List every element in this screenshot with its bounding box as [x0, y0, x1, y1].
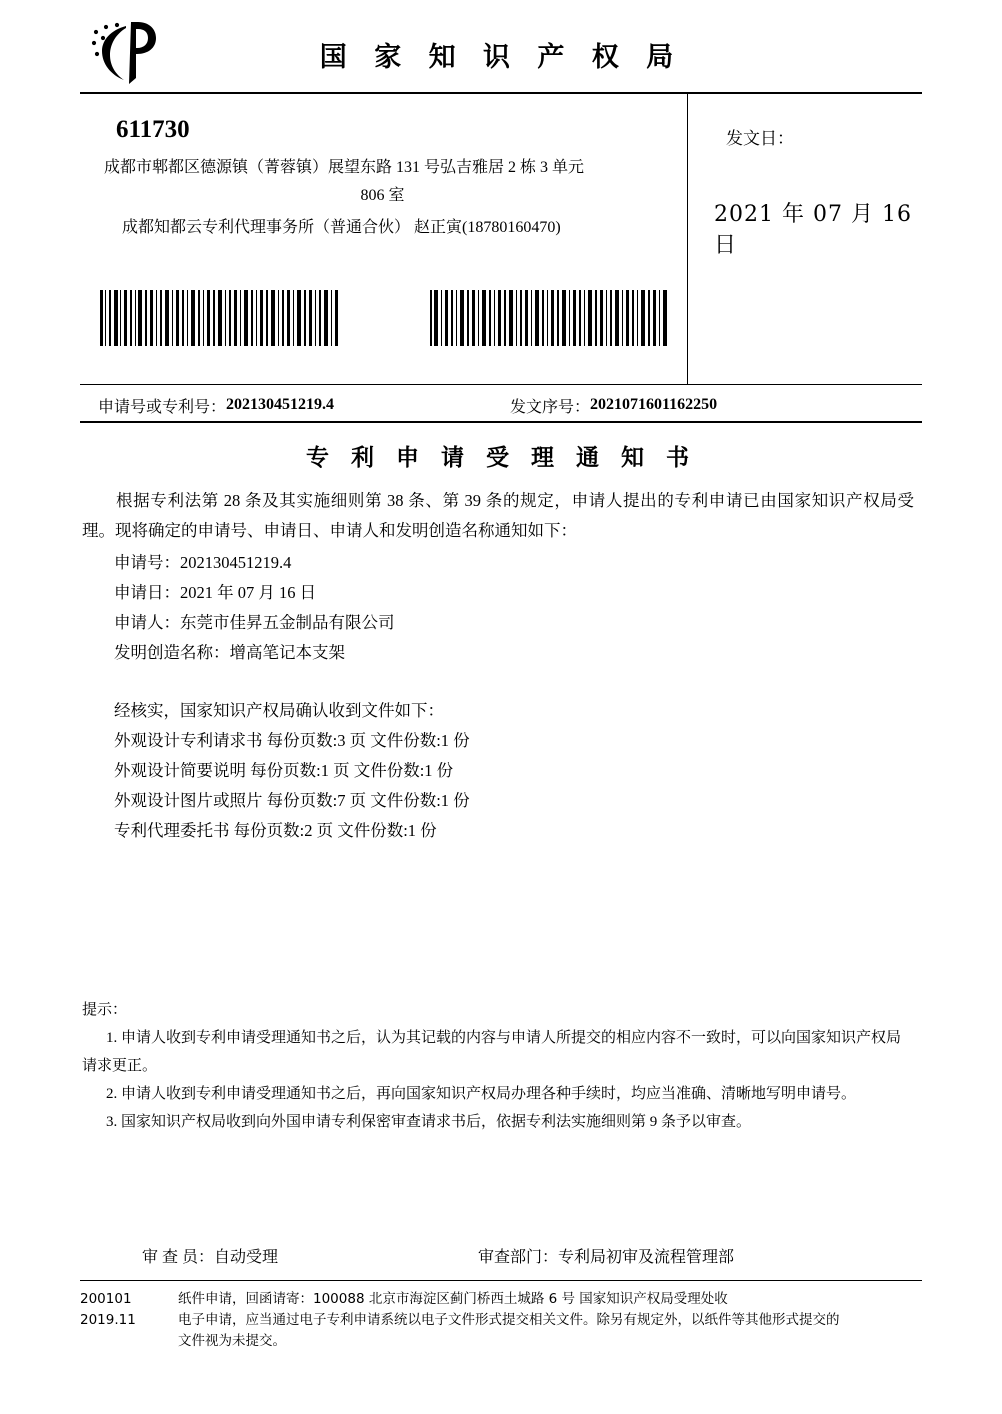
field-application-date: 申请日：2021 年 07 月 16 日 — [114, 583, 317, 602]
note-item-3: 3. 国家知识产权局收到向外国申请专利保密审查请求书后，依据专利法实施细则第 9 条予以审查。 — [106, 1114, 752, 1130]
footer-line-2: 电子申请，应当通过电子专利申请系统以电子文件形式提交相关文件。除另有规定外，以纸件等其他形式提交的 — [178, 1312, 840, 1328]
field-list — [80, 548, 922, 668]
barcode-right — [430, 290, 670, 346]
document-header — [80, 16, 922, 94]
mail-number: 611730 — [116, 116, 190, 143]
serial-number-value: 2021071601162250 — [590, 396, 718, 413]
examiner-label: 审 查 员： — [142, 1249, 215, 1266]
addressee-block — [80, 94, 688, 384]
footer-code-2: 2019.11 — [80, 1312, 136, 1328]
notes-title: 提示： — [82, 1002, 128, 1018]
field-invention-name: 发明创造名称：增高笔记本支架 — [114, 643, 345, 662]
document-footer — [80, 1280, 922, 1352]
intro-paragraph: 根据专利法第 28 条及其实施细则第 38 条、第 39 条的规定，申请人提出的专利申请已由国家知识产权局受理。现将确定的申请号、申请日、申请人和发明创造名称通知如下： — [82, 491, 914, 540]
footer-code-1: 200101 — [80, 1291, 132, 1307]
issue-date-block — [688, 94, 922, 384]
addressee-lines — [102, 154, 663, 242]
footer-text — [178, 1289, 922, 1352]
received-documents-intro: 经核实，国家知识产权局确认收到文件如下： — [114, 701, 444, 720]
note-item-2: 2. 申请人收到专利申请受理通知书之后，再向国家知识产权局办理各种手续时，均应当准确、清晰地写明申请号。 — [106, 1086, 857, 1102]
note-item-1-continuation: 请求更正。 — [82, 1058, 158, 1074]
field-applicant: 申请人：东莞市佳昇五金制品有限公司 — [114, 613, 395, 632]
barcode-group — [100, 290, 670, 346]
address-line-1: 成都市郫都区德源镇（菁蓉镇）展望东路 131 号弘吉雅居 2 栋 3 单元 — [104, 159, 585, 176]
department-value: 专利局初审及流程管理部 — [558, 1249, 735, 1266]
issue-date-label: 发文日： — [726, 129, 794, 148]
address-area — [80, 94, 922, 385]
signature-row — [80, 1244, 922, 1267]
received-document-item: 外观设计简要说明 每份页数:1 页 文件份数:1 份 — [114, 761, 454, 780]
received-document-item: 外观设计图片或照片 每份页数:7 页 文件份数:1 份 — [114, 791, 470, 810]
received-document-item: 专利代理委托书 每份页数:2 页 文件份数:1 份 — [114, 821, 437, 840]
application-number-label: 申请号或专利号： — [98, 398, 227, 416]
footer-line-3: 文件视为未提交。 — [178, 1333, 286, 1349]
received-documents-block — [80, 696, 922, 846]
document-body — [80, 486, 922, 846]
document-title: 专 利 申 请 受 理 通 知 书 — [305, 444, 697, 471]
notes-section — [80, 996, 922, 1136]
examiner-value: 自动受理 — [214, 1249, 279, 1266]
agency-line: 成都知都云专利代理事务所（普通合伙） 赵正寅(18780160470) — [122, 219, 561, 236]
footer-codes — [80, 1289, 178, 1352]
issue-date-value: 2021 年 07 月 16 日 — [714, 202, 912, 258]
org-title: 国 家 知 识 产 权 局 — [319, 41, 683, 73]
barcode-left — [100, 290, 340, 346]
received-document-item: 外观设计专利请求书 每份页数:3 页 文件份数:1 份 — [114, 731, 470, 750]
serial-number-label: 发文序号： — [510, 398, 591, 416]
note-item-1: 1. 申请人收到专利申请受理通知书之后，认为其记载的内容与申请人所提交的相应内容不一致时，可以向国家知识产权局 — [106, 1030, 902, 1046]
field-application-number: 申请号：202130451219.4 — [114, 553, 292, 572]
address-line-2: 806 室 — [360, 187, 405, 204]
footer-line-1: 纸件申请，回函请寄：100088 北京市海淀区蓟门桥西土城路 6 号 国家知识产权局受理处收 — [178, 1291, 728, 1307]
numbers-row — [80, 385, 922, 423]
department-label: 审查部门： — [478, 1249, 559, 1266]
cnipa-emblem-icon — [84, 18, 170, 88]
notice-sheet — [80, 16, 922, 1366]
application-number-value: 202130451219.4 — [226, 396, 335, 413]
